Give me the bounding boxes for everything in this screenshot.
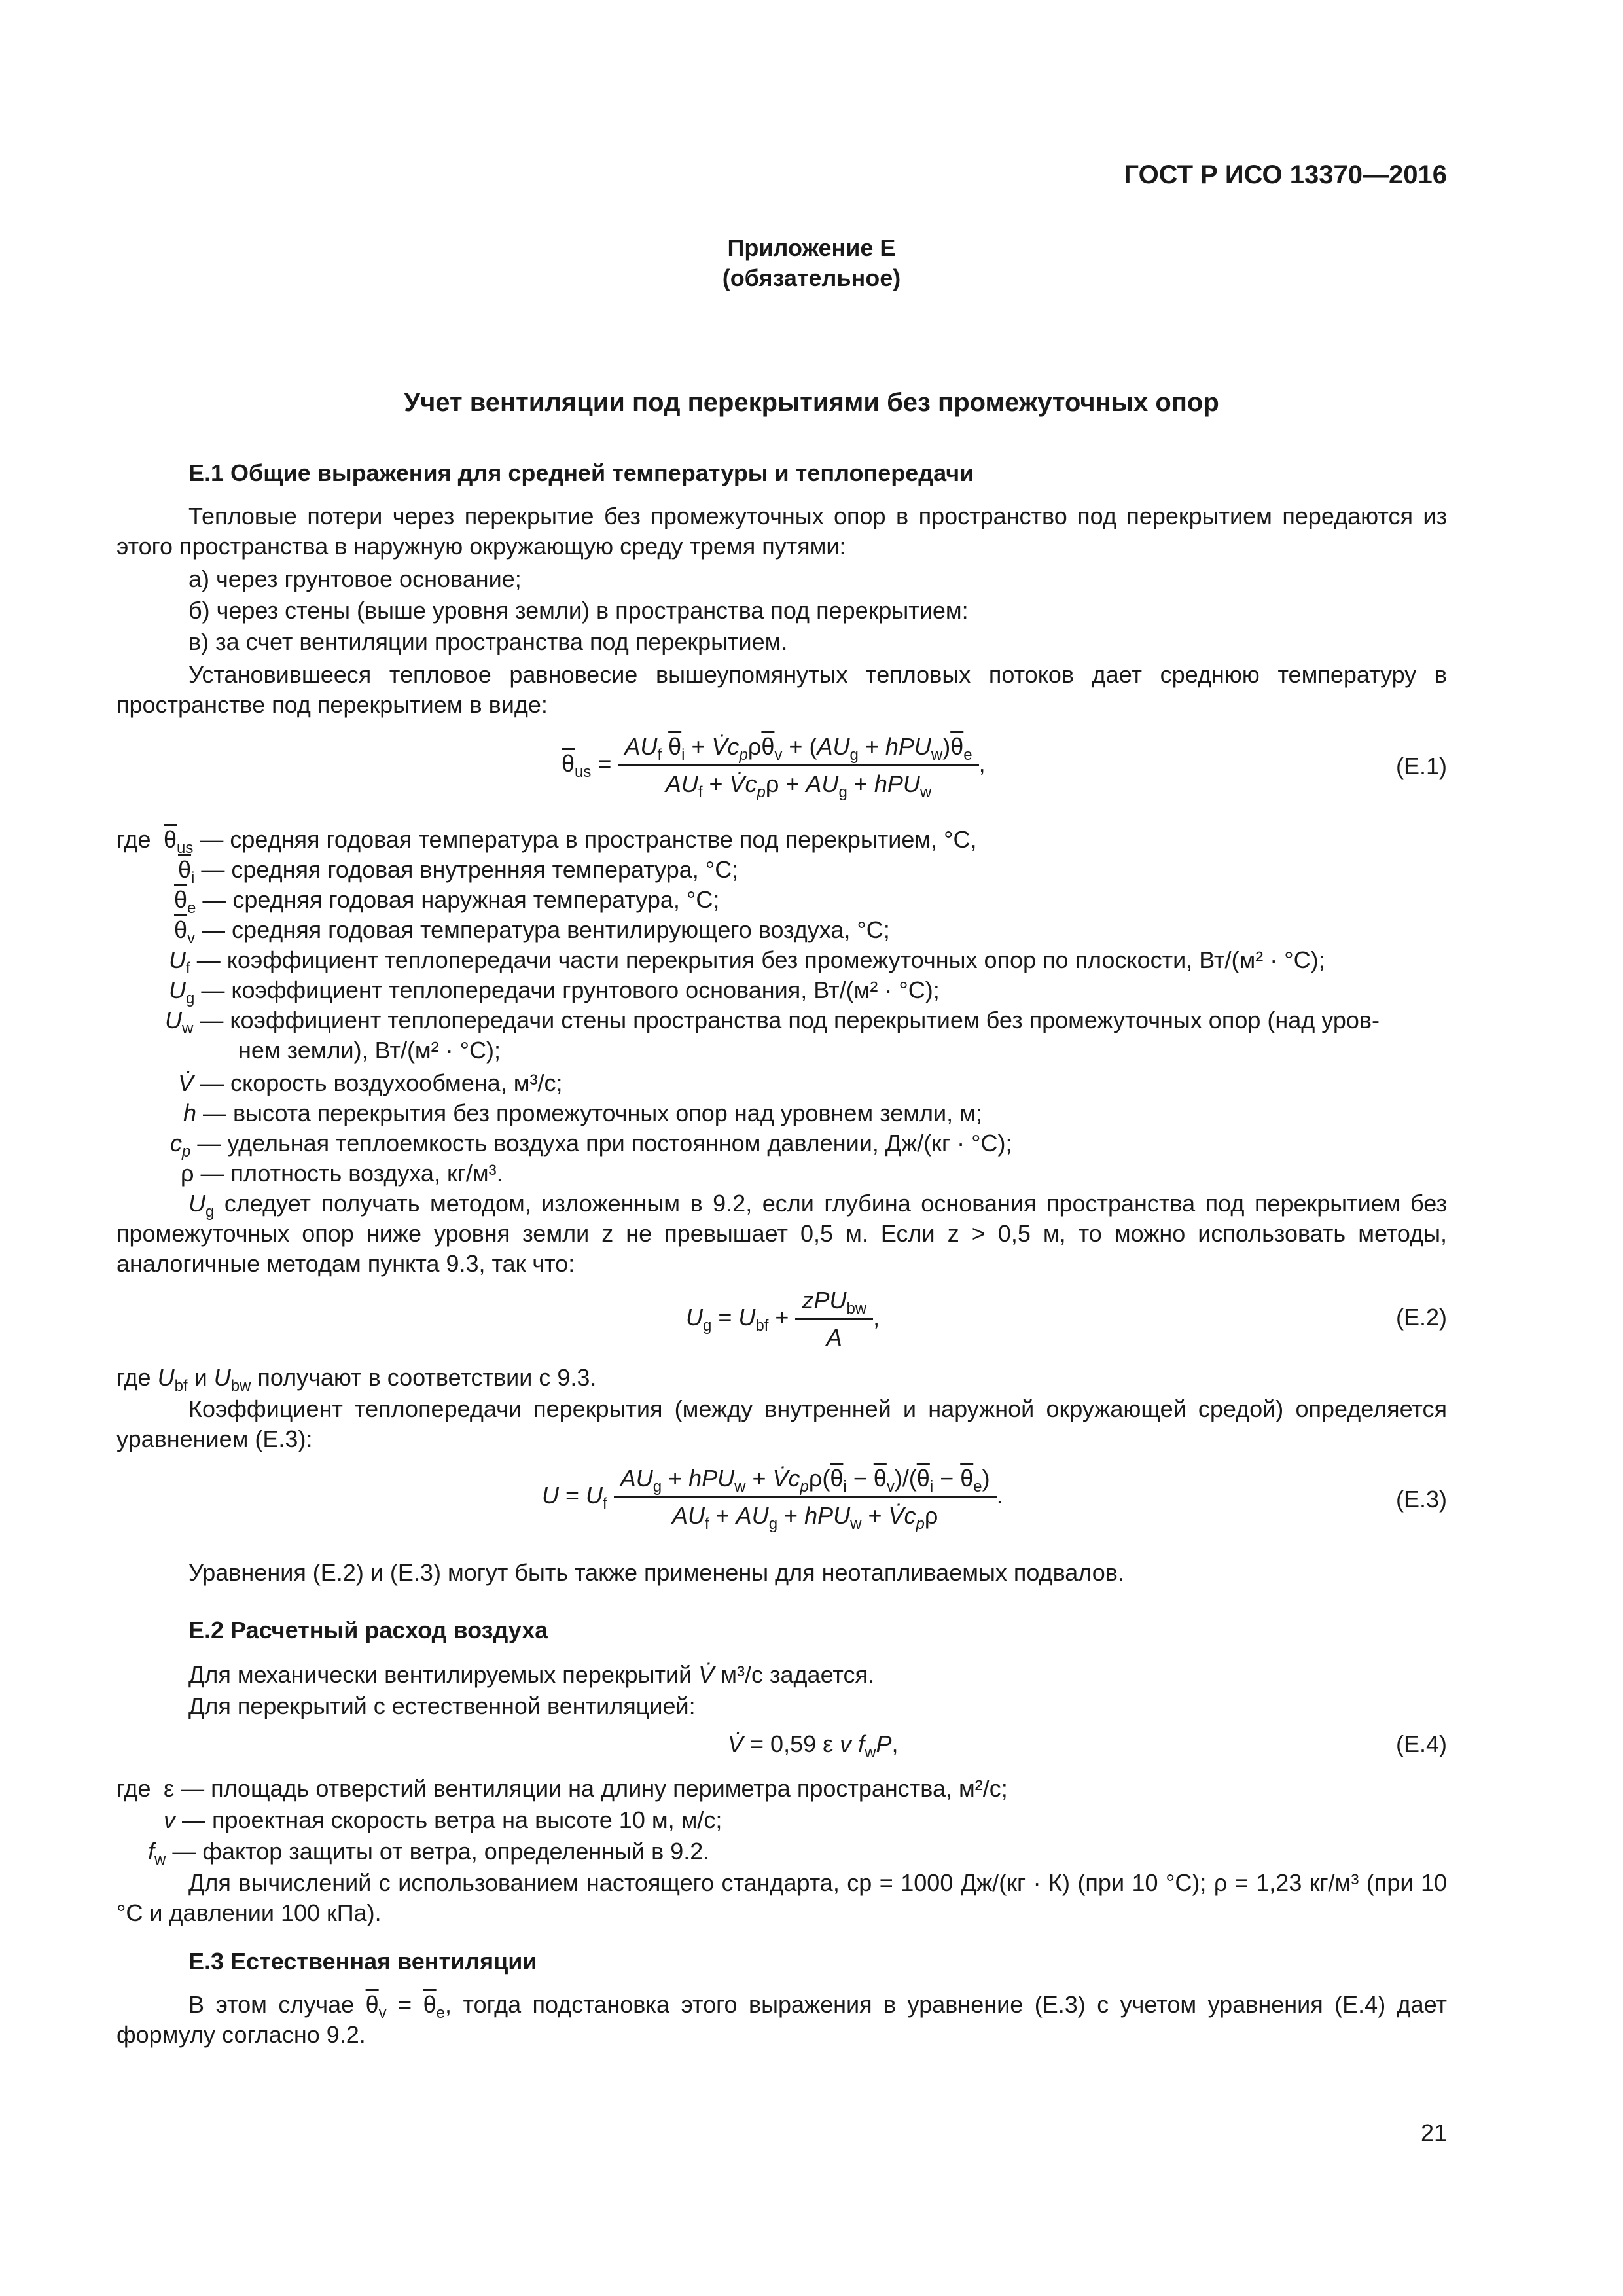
equation-e2: $U_g = U_{bf}$ + $\frac{zPU_{bw}}{A}$ , bbox=[686, 1287, 880, 1351]
where-label-2: где bbox=[116, 1775, 151, 1802]
equation-e3-number: (Е.3) bbox=[1395, 1486, 1447, 1513]
document-number: ГОСТ Р ИСО 13370—2016 bbox=[1124, 160, 1447, 189]
def-uw-cont: нем земли), Вт/(м² · °С); bbox=[238, 1037, 501, 1064]
e1-paragraph-4: где $U_{bf}$ и $U_{bw}$ получают в соответствии с 9.3. bbox=[116, 1364, 597, 1395]
equation-e4: V̇ = 0,59 ε v $f_wP$, bbox=[728, 1731, 899, 1761]
main-title: Учет вентиляции под перекрытиями без промежуточных опор bbox=[404, 388, 1219, 417]
where-label: где bbox=[116, 826, 151, 853]
equation-e2-number: (Е.2) bbox=[1395, 1304, 1447, 1331]
e2-paragraph-1: Для механически вентилируемых перекрытий V̇ м³/с задается. bbox=[188, 1661, 874, 1688]
def-h: h — высота перекрытия без промежуточных опор над уровнем земли, м; bbox=[183, 1100, 982, 1126]
list-item-a: а) через грунтовое основание; bbox=[188, 565, 522, 592]
section-e1-heading: Е.1 Общие выражения для средней температуры и теплопередачи bbox=[188, 459, 974, 486]
equation-e1: $\overline{\theta}_{us}$ = $\frac{AU_f \overline{\theta}_i + V̇c_p\rho\overline{\theta}_v + (AU_g + hPU_w)\overline{\theta}_e}{AU_f + V̇c_p\rho + AU_g + hPU_w}$ , bbox=[562, 733, 986, 801]
e2-paragraph-2: Для перекрытий с естественной вентиляцией: bbox=[188, 1693, 696, 1719]
page-number: 21 bbox=[1420, 2119, 1447, 2146]
def-theta-e: $\overline{\theta}_e$ — средняя годовая наружная температура, °С; bbox=[174, 886, 720, 917]
equation-e1-number: (Е.1) bbox=[1395, 753, 1447, 780]
def-v: V̇ — скорость воздухообмена, м³/с; bbox=[178, 1069, 563, 1096]
def-cp: $c_p$ — удельная теплоемкость воздуха при постоянном давлении, Дж/(кг · °С); bbox=[170, 1130, 1012, 1160]
def-theta-us: $\overline{\theta}_{us}$ — средняя годовая температура в пространстве под перекрытием, °С, bbox=[164, 826, 977, 857]
e2-paragraph-3: Для вычислений с использованием настоящего стандарта, cp = 1000 Дж/(кг · К) (при 10 °С); ρ = 1,23 кг/м³ (при 10 °С и давлении 100 кПа). bbox=[116, 1869, 1447, 1926]
e1-paragraph-2: Установившееся тепловое равновесие вышеупомянутых тепловых потоков дает среднюю температуру в пространстве под перекрытием в виде: bbox=[116, 661, 1447, 718]
e1-paragraph-6: Уравнения (Е.2) и (Е.3) могут быть также применены для неотапливаемых подвалов. bbox=[188, 1559, 1124, 1586]
section-e2-heading: Е.2 Расчетный расход воздуха bbox=[188, 1617, 548, 1643]
e3-paragraph-1: В этом случае $\overline{\theta}_v = \overline{\theta}_e$, тогда подстановка этого выражения в уравнение (Е.3) с учетом уравнения (Е.4) дает формулу согласно 9.2. bbox=[116, 1991, 1447, 2048]
def-uf: $U_f$ — коэффициент теплопередачи части перекрытия без промежуточных опор по плоскости, Вт/(м² · °С); bbox=[169, 946, 1325, 977]
def-fw: $f_w$ — фактор защиты от ветра, определенный в 9.2. bbox=[148, 1838, 710, 1869]
e1-paragraph-3: $U_g$ следует получать методом, изложенным в 9.2, если глубина основания пространства под перекрытием без промежуточных опор ниже уровня земли z не превышает 0,5 м. Если z > 0,5 м, то можно использовать методы, аналогичные методам пункта 9.3, так что: bbox=[116, 1190, 1448, 1277]
def-epsilon: ε — площадь отверстий вентиляции на длину периметра пространства, м²/с; bbox=[164, 1775, 1008, 1802]
e1-paragraph-1: Тепловые потери через перекрытие без промежуточных опор в пространство под перекрытием передаются из этого пространства в наружную окружающую среду тремя путями: bbox=[116, 503, 1447, 560]
e1-paragraph-5: Коэффициент теплопередачи перекрытия (между внутренней и наружной окружающей средой) определяется уравнением (Е.3): bbox=[116, 1395, 1447, 1452]
appendix-status: (обязательное) bbox=[722, 264, 901, 291]
section-e3-heading: Е.3 Естественная вентиляции bbox=[188, 1948, 537, 1975]
def-theta-i: $\overline{\theta}_i$ — средняя годовая внутренняя температура, °С; bbox=[178, 856, 739, 887]
list-item-b: б) через стены (выше уровня земли) в пространства под перекрытием: bbox=[188, 597, 969, 624]
def-ug: $U_g$ — коэффициент теплопередачи грунтового основания, Вт/(м² · °С); bbox=[169, 977, 940, 1007]
def-rho: ρ — плотность воздуха, кг/м³. bbox=[181, 1160, 503, 1187]
equation-e3: $U = U_f$ $\frac{AU_g + hPU_w + V̇c_p\rho(\overline{\theta}_i - \overline{\theta}_v)/(\overline{\theta}_i - \overline{\theta}_e)}{AU_f + AU_g + hPU_w + V̇c_p\rho}$ . bbox=[542, 1465, 1003, 1533]
def-wind-speed: v — проектная скорость ветра на высоте 10 м, м/с; bbox=[164, 1806, 722, 1833]
def-theta-v: $\overline{\theta}_v$ — средняя годовая температура вентилирующего воздуха, °С; bbox=[174, 916, 890, 947]
def-uw: $U_w$ — коэффициент теплопередачи стены пространства под перекрытием без промежуточных опор (над уров- bbox=[165, 1007, 1380, 1037]
appendix-title: Приложение Е bbox=[727, 234, 896, 261]
list-item-c: в) за счет вентиляции пространства под перекрытием. bbox=[188, 628, 788, 655]
equation-e4-number: (Е.4) bbox=[1395, 1731, 1447, 1757]
